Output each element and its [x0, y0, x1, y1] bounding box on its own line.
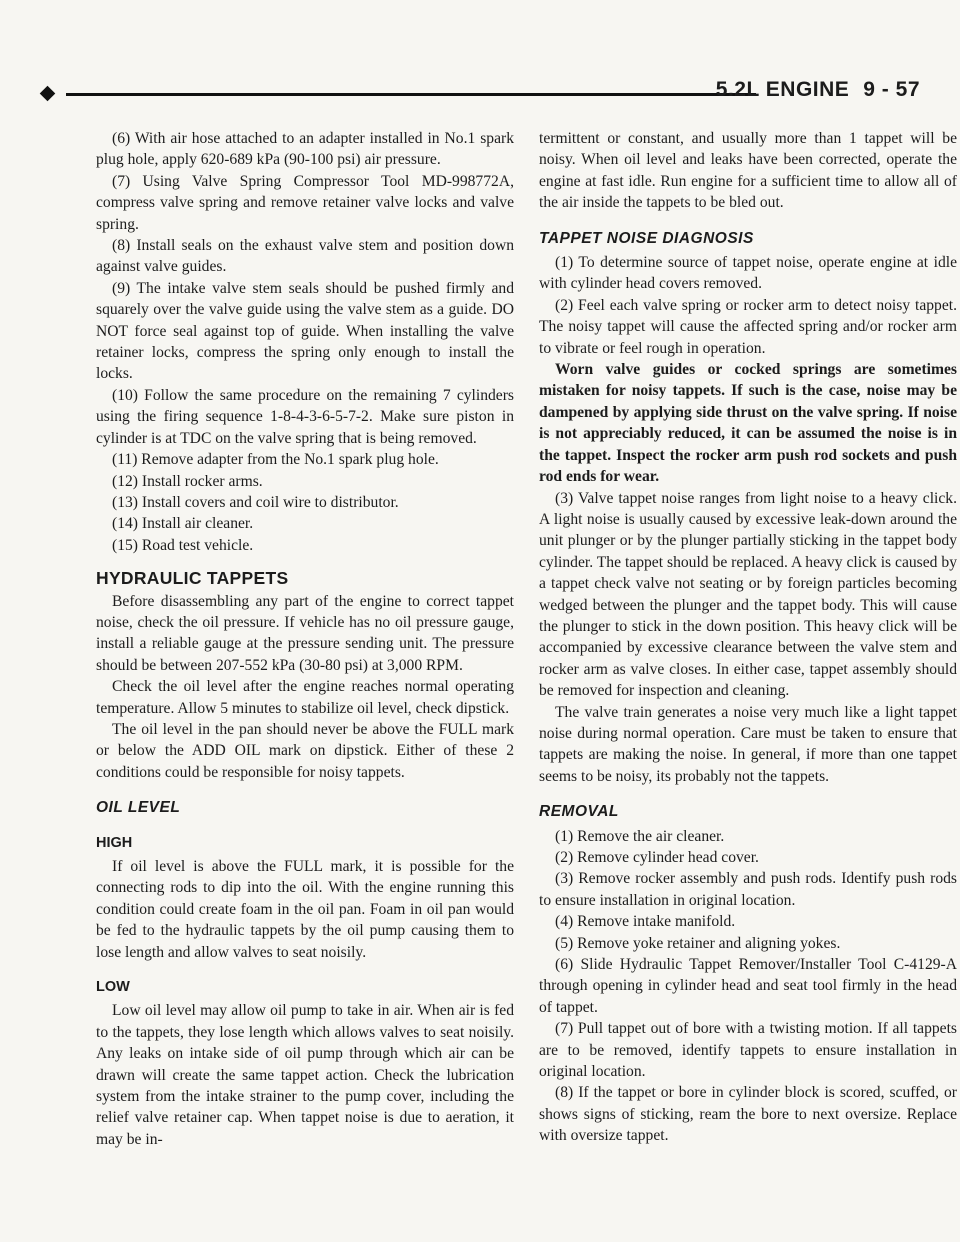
- paragraph: (13) Install covers and coil wire to distributor.: [112, 493, 399, 511]
- paragraph: (3) Remove rocker assembly and push rods. Identify push rods to ensure installation in original location.: [539, 870, 957, 909]
- paragraph: (15) Road test vehicle.: [112, 536, 254, 554]
- paragraph: (11) Remove adapter from the No.1 spark plug hole.: [112, 451, 439, 469]
- paragraph: Low oil level may allow oil pump to take in air. When air is fed to the tappets, they lose length which allows valves to seat noisily. Any leaks on intake side of oil pump through which air can be drawn will create the same tappet action. Check the lubrication system from the intake strainer to the pump cover, including the relief valve retainer cap. When tappet noise is due to aeration, it may be in-: [96, 1002, 514, 1148]
- paragraph: (5) Remove yoke retainer and aligning yokes.: [555, 934, 841, 952]
- header-title: [702, 78, 920, 102]
- paragraph: (9) The intake valve stem seals should be pushed firmly and squarely over the valve guide using the valve stem as a guide. DO NOT force seal against top of guide. When installing the valve retainer locks, compress the spring only enough to install the locks.: [96, 279, 514, 383]
- paragraph: If oil level is above the FULL mark, it is possible for the connecting rods to dip into the oil. With the engine running this condition could create foam in the oil pan. Foam in oil pan would be fed to the hydraulic tappets by the oil pump causing them to lose length and allow valves to seat noisily.: [96, 858, 514, 961]
- page-number: 9 - 57: [863, 78, 920, 101]
- paragraph: (10) Follow the same procedure on the remaining 7 cylinders using the firing sequence 1-8-4-3-6-5-7-2. Make sure piston in cylinder is at TDC on the valve spring that is being removed.: [96, 386, 514, 447]
- section-title: 5.2L ENGINE: [715, 78, 850, 101]
- paragraph: The oil level in the pan should never be above the FULL mark or below the ADD OIL mark on dipstick. Either of these 2 conditions could be responsible for noisy tappets.: [96, 720, 514, 781]
- paragraph: (6) With air hose attached to an adapter installed in No.1 spark plug hole, apply 620-689 kPa (90-100 psi) air pressure.: [96, 130, 514, 169]
- paragraph: (2) Remove cylinder head cover.: [555, 849, 759, 866]
- paragraph: (1) Remove the air cleaner.: [555, 827, 725, 845]
- paragraph: (14) Install air cleaner.: [112, 515, 254, 533]
- paragraph: The valve train generates a noise very much like a light tappet noise during normal operation. Care must be taken to ensure that tappets are making the noise. In general, if more than one tappet seems to be noisy, its probably not the tappets.: [539, 703, 957, 785]
- paragraph: (4) Remove intake manifold.: [555, 913, 736, 931]
- header-rule: [66, 93, 756, 96]
- paragraph: (8) If the tappet or bore in cylinder block is scored, scuffed, or shows signs of sticking, ream the bore to next oversize. Replace with oversize tappet.: [539, 1084, 957, 1145]
- paragraph: (12) Install rocker arms.: [112, 472, 263, 490]
- subheading-tappet-noise-diagnosis: TAPPET NOISE DIAGNOSIS: [539, 229, 754, 247]
- paragraph: (2) Feel each valve spring or rocker arm to detect noisy tappet. The noisy tappet will cause the affected spring and/or rocker arm to vibrate or feel rough in operation.: [539, 296, 957, 357]
- subheading-low: LOW: [96, 979, 130, 996]
- bold-note: Worn valve guides or cocked springs are sometimes mistaken for noisy tappets. If such is the case, noise may be dampened by applying side thrust on the valve spring. If noise is not appreciably reduced, it can be assumed the noise is in the tappet. Inspect the rocker arm push rod sockets and push rod ends for wear.: [539, 361, 957, 486]
- paragraph: (8) Install seals on the exhaust valve stem and position down against valve guides.: [96, 237, 514, 276]
- subheading-removal: REMOVAL: [539, 803, 619, 821]
- paragraph: (1) To determine source of tappet noise, operate engine at idle with cylinder head covers removed.: [539, 254, 957, 293]
- diamond-bullet-icon: [40, 86, 56, 102]
- section-heading-hydraulic-tappets: HYDRAULIC TAPPETS: [96, 568, 289, 589]
- paragraph: (7) Using Valve Spring Compressor Tool MD-998772A, compress valve spring and remove retainer valve locks and valve spring.: [96, 172, 514, 233]
- paragraph: (6) Slide Hydraulic Tappet Remover/Installer Tool C-4129-A through opening in cylinder head and seat tool firmly in the head of tappet.: [539, 956, 957, 1016]
- subheading-high: HIGH: [96, 834, 133, 851]
- right-column: [539, 128, 957, 1147]
- paragraph: Check the oil level after the engine reaches normal operating temperature. Allow 5 minutes to stabilize oil level, check dipstick.: [96, 678, 514, 717]
- paragraph: (3) Valve tappet noise ranges from light noise to a heavy click. A light noise is usually caused by excessive leak-down around the unit plunger or by the plunger partially sticking in the tappet body cylinder. The tappet should be replaced. A heavy click is caused by a tappet check valve not seating or by foreign particles becoming wedged between the plunger and the tappet body. This will cause the plunger to stick in the down position. This heavy click will be accompanied by excessive clearance between the valve stem and rocker arm as valve closes. In either case, tappet assembly should be removed for inspection and cleaning.: [539, 489, 957, 700]
- subheading-oil-level: OIL LEVEL: [96, 799, 181, 817]
- page-header: [40, 78, 920, 112]
- paragraph: (7) Pull tappet out of bore with a twisting motion. If all tappets are to be removed, identify tappets to ensure installation in original location.: [539, 1020, 957, 1081]
- left-column: [96, 128, 514, 1150]
- paragraph: termittent or constant, and usually more than 1 tappet will be noisy. When oil level and leaks have been corrected, operate the engine at fast idle. Run engine for a sufficient time to allow all of the air inside the tappets to be bled out.: [539, 130, 957, 212]
- paragraph: Before disassembling any part of the engine to correct tappet noise, check the oil pressure. If vehicle has no oil pressure gauge, install a reliable gauge at the pressure sending unit. The pressure should be between 207-552 kPa (30-80 psi) at 3,000 RPM.: [96, 592, 514, 674]
